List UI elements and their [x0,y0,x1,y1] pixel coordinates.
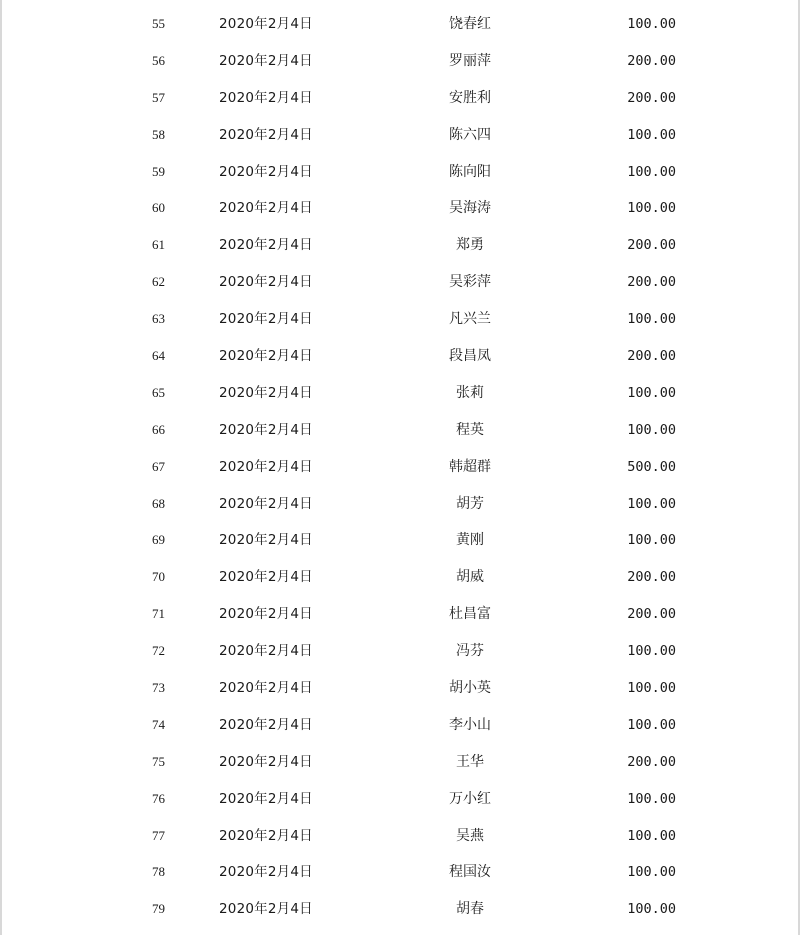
row-amount: 100.00 [627,384,676,401]
row-number: 71 [152,606,165,622]
table-row [2,633,800,670]
row-number: 74 [152,716,165,732]
row-date: 2020年2月4日 [219,16,313,32]
table-row [2,486,800,523]
row-date: 2020年2月4日 [219,384,313,401]
row-amount: 100.00 [627,680,676,697]
row-number: 64 [152,348,165,364]
row-name: 程国汝 [449,864,491,881]
table-row [2,559,800,596]
row-amount: 100.00 [627,421,676,438]
table-row [2,80,800,117]
table-row [2,670,800,707]
row-date: 2020年2月4日 [219,495,313,512]
row-number: 56 [152,52,165,68]
row-amount: 100.00 [627,16,676,32]
row-name: 郑勇 [456,237,484,254]
row-date: 2020年2月4日 [219,421,313,438]
row-number: 65 [152,384,165,400]
row-number: 76 [152,790,165,806]
table-row [2,744,800,781]
row-amount: 100.00 [627,716,676,733]
row-date: 2020年2月4日 [219,901,313,918]
row-amount: 200.00 [627,274,676,291]
table-row [2,412,800,449]
row-amount: 100.00 [627,532,676,549]
row-number: 68 [152,495,165,511]
row-number: 69 [152,532,165,548]
row-name: 陈向阳 [449,163,491,180]
row-name: 吴海涛 [449,200,491,217]
row-date: 2020年2月4日 [219,52,313,69]
row-amount: 100.00 [627,790,676,807]
table-row [2,6,800,43]
row-name: 李小山 [449,716,491,733]
row-amount: 200.00 [627,52,676,69]
row-amount: 100.00 [627,643,676,660]
row-name: 胡芳 [456,495,484,512]
row-number: 59 [152,163,165,179]
row-date: 2020年2月4日 [219,348,313,365]
row-name: 吴燕 [456,827,484,844]
row-date: 2020年2月4日 [219,864,313,881]
row-date: 2020年2月4日 [219,569,313,586]
row-date: 2020年2月4日 [219,790,313,807]
row-number: 75 [152,753,165,769]
row-date: 2020年2月4日 [219,237,313,254]
row-number: 73 [152,680,165,696]
table-row [2,522,800,559]
row-name: 韩超群 [449,458,491,475]
table-row [2,338,800,375]
row-date: 2020年2月4日 [219,532,313,549]
row-name: 饶春红 [449,16,491,32]
row-number: 72 [152,643,165,659]
row-name: 胡春 [456,901,484,918]
row-name: 段昌凤 [449,348,491,365]
row-number: 67 [152,458,165,474]
donation-table [2,6,800,928]
row-amount: 500.00 [627,458,676,475]
table-row [2,227,800,264]
row-name: 冯芬 [456,643,484,660]
row-number: 63 [152,311,165,327]
row-name: 陈六四 [449,126,491,143]
row-date: 2020年2月4日 [219,458,313,475]
table-row [2,818,800,855]
row-date: 2020年2月4日 [219,126,313,143]
table-row [2,707,800,744]
table-row [2,190,800,227]
row-name: 张莉 [456,384,484,401]
row-amount: 100.00 [627,901,676,918]
row-name: 王华 [456,753,484,770]
row-amount: 200.00 [627,569,676,586]
row-name: 杜昌富 [449,606,491,623]
row-name: 罗丽萍 [449,52,491,69]
row-date: 2020年2月4日 [219,200,313,217]
table-row [2,264,800,301]
table-row [2,781,800,818]
row-amount: 100.00 [627,163,676,180]
row-amount: 200.00 [627,237,676,254]
table-row [2,117,800,154]
row-name: 黄刚 [456,532,484,549]
row-date: 2020年2月4日 [219,680,313,697]
row-date: 2020年2月4日 [219,827,313,844]
row-number: 66 [152,421,165,437]
row-number: 70 [152,569,165,585]
table-row [2,449,800,486]
row-number: 58 [152,126,165,142]
row-date: 2020年2月4日 [219,643,313,660]
table-row [2,301,800,338]
table-row [2,375,800,412]
row-number: 55 [152,16,165,31]
row-amount: 200.00 [627,753,676,770]
row-amount: 200.00 [627,89,676,106]
row-date: 2020年2月4日 [219,311,313,328]
row-amount: 100.00 [627,827,676,844]
row-date: 2020年2月4日 [219,274,313,291]
row-amount: 100.00 [627,495,676,512]
row-number: 57 [152,89,165,105]
table-row [2,854,800,891]
row-amount: 200.00 [627,606,676,623]
row-name: 胡威 [456,569,484,586]
row-amount: 100.00 [627,200,676,217]
table-row [2,891,800,928]
row-amount: 100.00 [627,311,676,328]
row-number: 79 [152,901,165,917]
row-name: 安胜利 [449,89,491,106]
table-row [2,43,800,80]
row-amount: 100.00 [627,864,676,881]
table-row [2,154,800,191]
row-number: 60 [152,200,165,216]
row-amount: 100.00 [627,126,676,143]
row-number: 61 [152,237,165,253]
row-date: 2020年2月4日 [219,753,313,770]
row-name: 吴彩萍 [449,274,491,291]
row-date: 2020年2月4日 [219,163,313,180]
row-name: 胡小英 [449,680,491,697]
row-name: 程英 [456,421,484,438]
row-number: 77 [152,827,165,843]
row-number: 62 [152,274,165,290]
row-date: 2020年2月4日 [219,89,313,106]
row-name: 万小红 [449,790,491,807]
row-date: 2020年2月4日 [219,716,313,733]
row-date: 2020年2月4日 [219,606,313,623]
row-name: 凡兴兰 [449,311,491,328]
row-number: 78 [152,864,165,880]
row-amount: 200.00 [627,348,676,365]
table-row [2,596,800,633]
